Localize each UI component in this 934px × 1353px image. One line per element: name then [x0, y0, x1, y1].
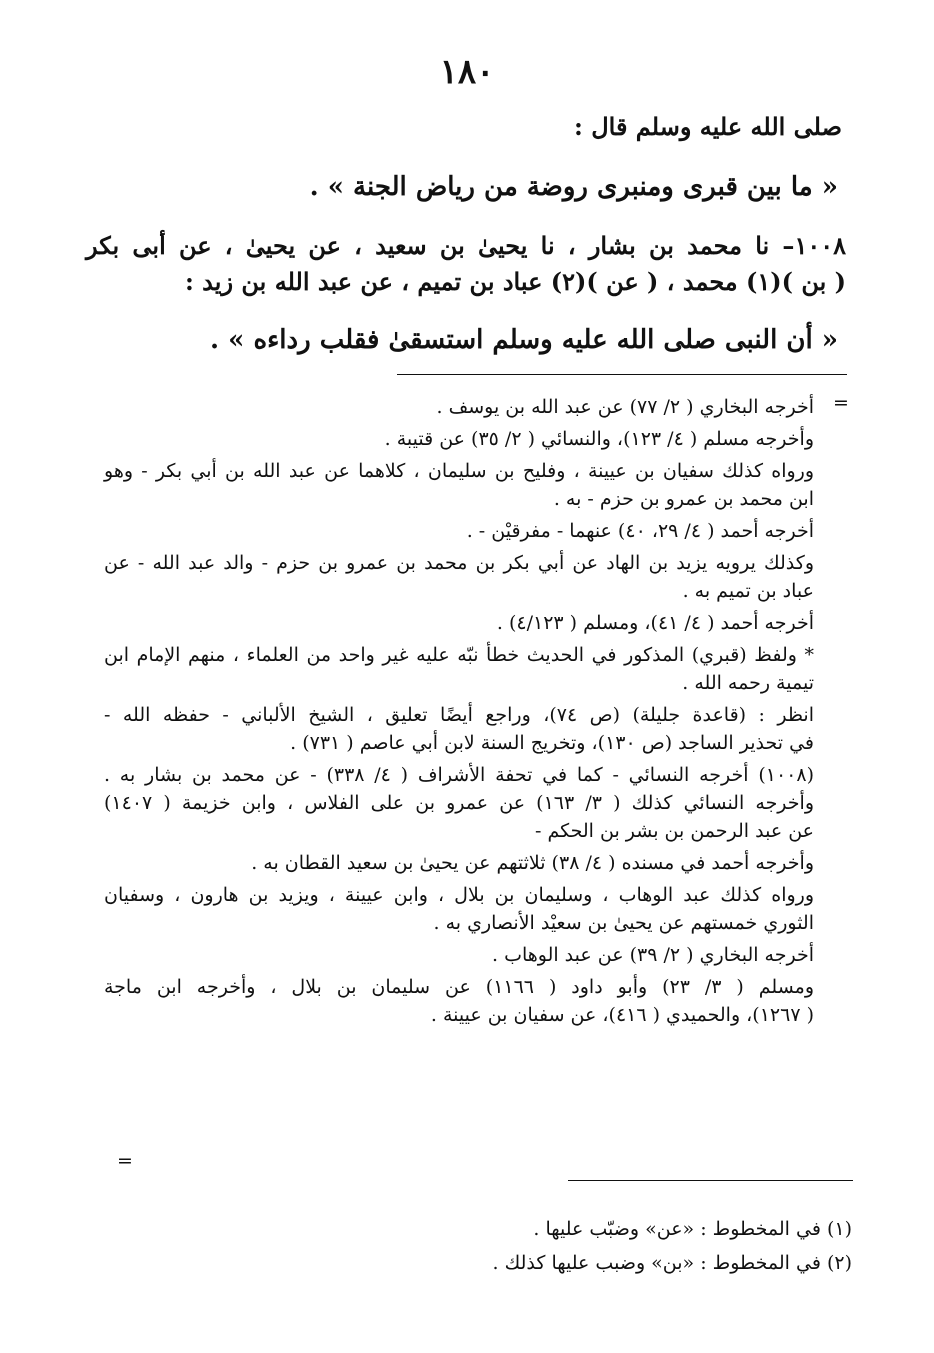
note-line: أخرجه البخاري ( ٢/ ٧٧) عن عبد الله بن يوسف . — [436, 396, 814, 418]
note-paragraph — [104, 425, 814, 453]
footnote: (٢) في المخطوط : «بن» وضبب عليها كذلك . — [492, 1252, 852, 1274]
note-line: وأخرجه النسائي كذلك ( ٣/ ١٦٣) عن عمرو بن على الفلاس ، وابن خزيمة ( ١٤٠٧) — [104, 792, 814, 814]
note-line: أخرجه أحمد ( ٤/ ٤١)، ومسلم ( ٤/١٢٣) . — [496, 612, 814, 634]
footnote-separator — [397, 374, 847, 375]
note-paragraph — [104, 881, 814, 937]
isnad-line: ( بن )(١) محمد ، ( عن )(٢) عباد بن تميم ، عن عبد الله بن زيد : — [184, 267, 846, 296]
isnad-line: ١٠٠٨– نا محمد بن بشار ، نا يحيىٰ بن سعيد ، عن يحيىٰ ، عن أبى بكر — [86, 231, 846, 260]
note-line: تيمية رحمه الله . — [682, 672, 814, 694]
note-line: ومسلم ( ٣/ ٢٣) وأبو داود ( ١١٦٦) عن سليمان بن بلال ، وأخرجه ابن ماجة — [104, 976, 814, 998]
continuation-marker: = — [833, 392, 849, 414]
note-paragraph — [104, 517, 814, 545]
note-line: ورواه كذلك سفيان بن عيينة ، وفليح بن سليمان ، كلاهما عن عبد الله بن أبي بكر - وهو — [104, 460, 814, 482]
note-line: * ولفظ (قبري) المذكور في الحديث خطأ نبّه عليه غير واحد من العلماء ، منهم الإمام ابن — [104, 644, 814, 666]
note-line: ورواه كذلك عبد الوهاب ، وسليمان بن بلال ، وابن عيينة ، ويزيد بن هارون ، وسفيان — [104, 884, 814, 906]
footnotes — [493, 1212, 852, 1280]
intro-line: صلى الله عليه وسلم قال : — [574, 112, 842, 141]
note-paragraph — [104, 701, 814, 757]
note-line: أخرجه أحمد ( ٤/ ٢٩، ٤٠) عنهما - مفرقيْن - . — [466, 520, 814, 542]
continuation-marker: = — [117, 1150, 133, 1172]
note-line: وكذلك يرويه يزيد بن الهاد عن أبي بكر بن محمد بن عمرو بن حزم - والد عبد الله - عن — [104, 552, 814, 574]
note-line: وأخرجه مسلم ( ٤/ ١٢٣)، والنسائي ( ٢/ ٣٥) عن قتيبة . — [384, 428, 814, 450]
isnad-paragraph — [86, 228, 846, 300]
note-line: عباد بن تميم به . — [682, 580, 814, 602]
commentary-notes — [104, 393, 814, 1029]
note-paragraph — [104, 761, 814, 845]
note-paragraph — [104, 973, 814, 1029]
note-line: ابن محمد بن عمرو بن حزم - به . — [553, 488, 814, 510]
note-paragraph — [104, 849, 814, 877]
note-paragraph — [104, 549, 814, 605]
footnote-separator — [568, 1180, 853, 1181]
footnote: (١) في المخطوط : «عن» وضبّب عليها . — [533, 1218, 852, 1240]
note-line: وأخرجه أحمد في مسنده ( ٤/ ٣٨) ثلاثتهم عن يحيىٰ بن سعيد القطان به . — [251, 852, 814, 874]
note-line: الثوري خمستهم عن يحيىٰ بن سعيْد الأنصاري به . — [433, 912, 814, 934]
note-line: ( ١٢٦٧)، والحميدي ( ٤١٦)، عن سفيان بن عيينة . — [430, 1004, 814, 1026]
note-paragraph — [104, 457, 814, 513]
hadith-text: « ما بين قبرى ومنبرى روضة من رياض الجنة » . — [309, 172, 838, 202]
note-line: (١٠٠٨) أخرجه النسائي - كما في تحفة الأشراف ( ٤/ ٣٣٨) - عن محمد بن بشار به . — [104, 764, 814, 786]
note-paragraph — [104, 609, 814, 637]
note-paragraph — [104, 641, 814, 697]
note-line: انظر : (قاعدة جليلة) (ص ٧٤)، وراجع أيضًا تعليق ، الشيخ الألباني - حفظه الله - — [104, 704, 814, 726]
note-line: عن عبد الرحمن بن بشر بن الحكم - — [535, 820, 814, 842]
note-line: في تحذير الساجد (ص ١٣٠)، وتخريج السنة لابن أبي عاصم ( ٧٣١) . — [290, 732, 814, 754]
note-line: أخرجه البخاري ( ٢/ ٣٩) عن عبد الوهاب . — [491, 944, 814, 966]
note-paragraph — [104, 393, 814, 421]
page-number: ١٨٠ — [439, 52, 495, 92]
note-paragraph — [104, 941, 814, 969]
hadith-text: « أن النبى صلى الله عليه وسلم استسقىٰ فقلب رداءه » . — [210, 325, 838, 355]
